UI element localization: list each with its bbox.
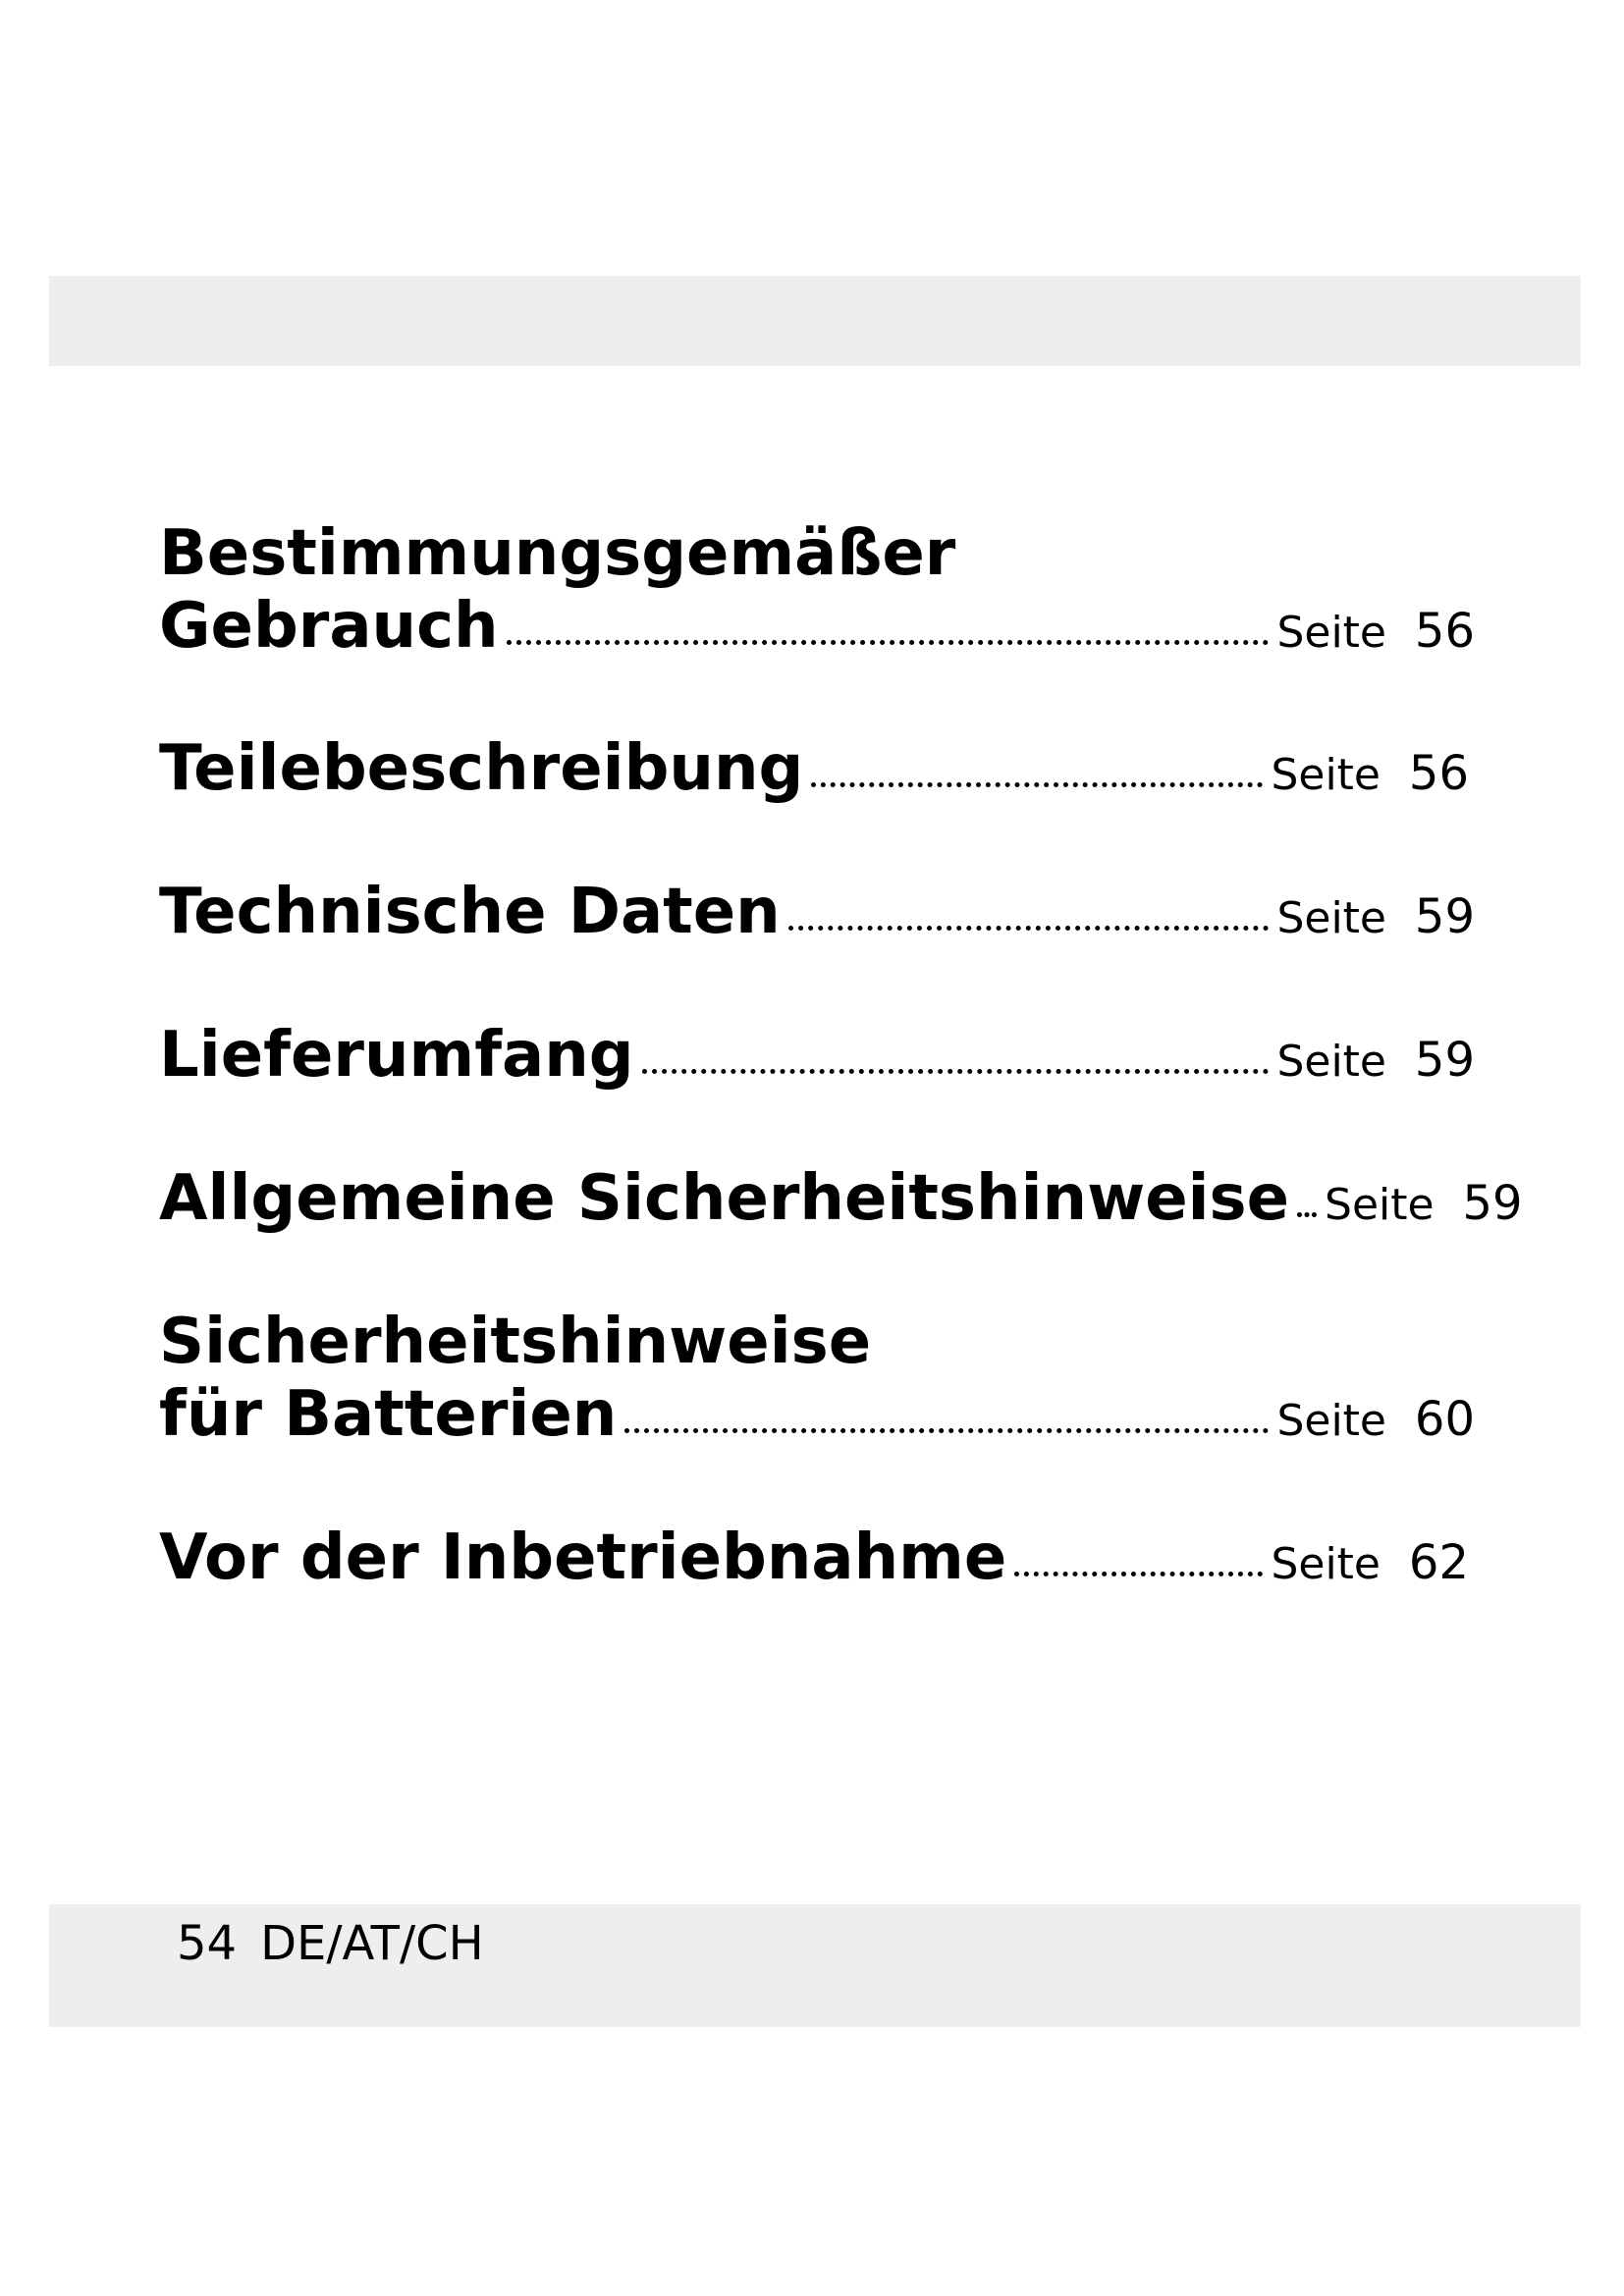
dot-leader: [811, 782, 1263, 787]
toc-entry-bestimmungsgemaesser-gebrauch[interactable]: [159, 517, 1475, 663]
toc-entry-title: Gebrauch: [159, 590, 499, 663]
footer-page-number: 54: [177, 1916, 238, 1971]
page-number: 60: [1414, 1392, 1475, 1447]
page-number: 62: [1408, 1535, 1469, 1590]
toc-entry-title: Technische Daten: [159, 876, 781, 948]
toc-entry-lieferumfang[interactable]: [159, 1019, 1475, 1092]
toc-entry-sicherheitshinweise-batterien[interactable]: [159, 1306, 1475, 1451]
toc-entry-title-line1: Sicherheitshinweise: [159, 1306, 872, 1378]
dot-leader: [624, 1428, 1269, 1433]
seite-label: Seite: [1276, 1396, 1386, 1446]
toc-entry-title: für Batterien: [159, 1378, 618, 1451]
toc-entry-title: Lieferumfang: [159, 1019, 634, 1092]
page-number: 56: [1408, 746, 1469, 801]
toc-entry-title: Teilebeschreibung: [159, 732, 804, 805]
footer-region: DE/AT/CH: [260, 1916, 484, 1971]
seite-label: Seite: [1271, 1539, 1380, 1589]
toc-entry-title-line1: Bestimmungsgemäßer: [159, 517, 956, 590]
toc-entry-allgemeine-sicherheitshinweise[interactable]: [159, 1162, 1523, 1235]
page-number: 56: [1414, 604, 1475, 659]
dot-leader: [642, 1069, 1270, 1074]
page-footer: [177, 1914, 484, 1973]
seite-label: Seite: [1276, 893, 1386, 943]
page-number: 59: [1414, 1033, 1475, 1088]
toc-entry-vor-der-inbetriebnahme[interactable]: [159, 1522, 1469, 1594]
page-number: 59: [1414, 889, 1475, 944]
seite-label: Seite: [1276, 1037, 1386, 1087]
dot-leader: [788, 926, 1270, 931]
header-band: [49, 276, 1581, 366]
dot-leader: [1014, 1572, 1263, 1576]
dot-leader: [507, 640, 1270, 645]
seite-label: Seite: [1271, 750, 1380, 800]
dot-leader: [1297, 1212, 1317, 1217]
page-number: 59: [1462, 1176, 1523, 1231]
toc-entry-title: Allgemeine Sicherheitshinweise: [159, 1162, 1290, 1235]
toc-entry-technische-daten[interactable]: [159, 876, 1475, 948]
toc-entry-teilebeschreibung[interactable]: [159, 732, 1469, 805]
seite-label: Seite: [1325, 1180, 1435, 1230]
seite-label: Seite: [1276, 608, 1386, 658]
toc-entry-title: Vor der Inbetriebnahme: [159, 1522, 1007, 1594]
